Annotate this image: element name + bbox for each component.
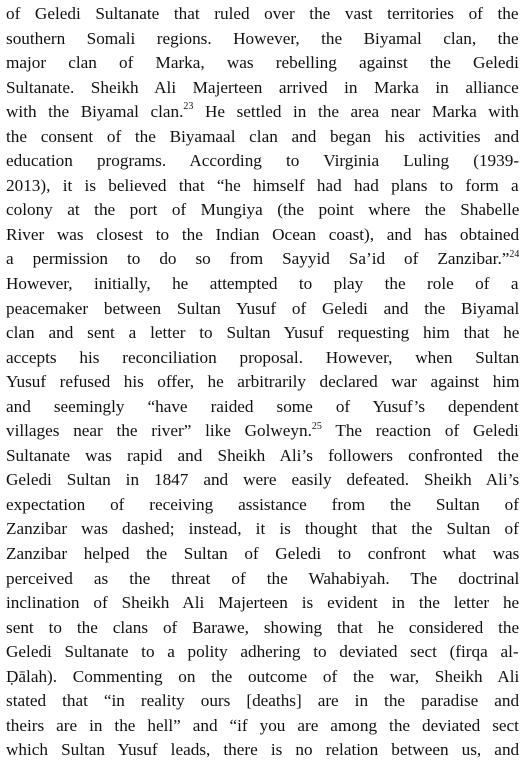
text-line [6, 247, 519, 272]
text-run: He settled in the area near Marka with [193, 102, 519, 122]
text-run: a permission to do so from Sayyid Sa’id of Zanzibar.” [6, 249, 510, 269]
text-line [6, 689, 519, 714]
text-line [6, 616, 519, 641]
text-run: education programs. According to Virginia Luling (1939- [6, 151, 519, 171]
text-line [6, 567, 519, 592]
text-run: Zanzibar helped the Sultan of Geledi to confront what was [6, 544, 519, 564]
text-line [6, 297, 519, 322]
text-line [6, 51, 519, 76]
text-line [6, 370, 519, 395]
text-line [6, 444, 519, 469]
text-run: Geledi Sultanate to a polity adhering to deviated sect (firqa al- [6, 642, 519, 662]
text-run: accepts his reconciliation proposal. However, when Sultan [6, 347, 519, 367]
text-run: However, initially, he attempted to play the role of a [6, 274, 519, 294]
text-line [6, 149, 519, 174]
text-line [6, 100, 519, 125]
text-line [6, 272, 519, 297]
text-run: expectation of receiving assistance from the Sultan of [6, 494, 519, 514]
text-line [6, 198, 519, 223]
text-line [6, 665, 519, 690]
text-run: major clan of Marka, was rebelling against the Geledi [6, 53, 519, 73]
text-run: of Geledi Sultanate that ruled over the vast territories of the [6, 4, 519, 23]
text-run: sent to the clans of Barawe, showing that he considered the [6, 617, 519, 637]
text-run: clan and sent a letter to Sultan Yusuf requesting him that he [6, 323, 519, 343]
text-run: Sultanate. Sheikh Ali Majerteen arrived in Marka in alliance [6, 77, 519, 97]
text-run: inclination of Sheikh Ali Majerteen is evident in the letter he [6, 593, 519, 613]
text-run: Yusuf refused his offer, he arbitrarily declared war against him [6, 372, 519, 392]
text-line [6, 468, 519, 493]
text-run: peacemaker between Sultan Yusuf of Geledi and the Biyamal [6, 298, 519, 318]
text-run: colony at the port of Mungiya (the point where the Shabelle [6, 200, 519, 220]
text-line [6, 321, 519, 346]
text-line [6, 174, 519, 199]
text-run: Ḍālah). Commenting on the outcome of the war, Sheikh Ali [6, 666, 519, 686]
text-run: 2013), it is believed that “he himself had had plans to form a [6, 175, 519, 195]
document-body [6, 2, 519, 763]
text-line [6, 2, 519, 27]
text-line [6, 76, 519, 101]
text-run: which Sultan Yusuf leads, there is no relation between us, and [6, 740, 519, 760]
text-line [6, 542, 519, 567]
text-run: Zanzibar was dashed; instead, it is thought that the Sultan of [6, 519, 519, 539]
text-run: the consent of the Biyamaal clan and began his activities and [6, 126, 519, 146]
text-line [6, 125, 519, 150]
text-run: with the Biyamal clan. [6, 102, 184, 122]
text-run: villages near the river” like Golweyn. [6, 421, 312, 441]
text-line [6, 419, 519, 444]
text-line [6, 27, 519, 52]
text-line [6, 395, 519, 420]
text-run: theirs are in the hell” and “if you are among the deviated sect [6, 715, 519, 735]
footnote-ref-24[interactable]: 24 [509, 248, 519, 260]
text-line [6, 517, 519, 542]
text-line [6, 493, 519, 518]
text-run: The reaction of Geledi [321, 421, 519, 441]
text-run: River was closest to the Indian Ocean coast), and has obtained [6, 224, 519, 244]
footnote-ref-25[interactable]: 25 [311, 420, 322, 432]
text-run: Sultanate was rapid and Sheikh Ali’s followers confronted the [6, 445, 519, 465]
text-run: Geledi Sultan in 1847 and were easily defeated. Sheikh Ali’s [6, 470, 519, 490]
text-run: perceived as the threat of the Wahabiyah. The doctrinal [6, 568, 519, 588]
text-run: and seemingly “have raided some of Yusuf’s dependent [6, 396, 519, 416]
text-line [6, 591, 519, 616]
text-line [6, 714, 519, 739]
text-run: southern Somali regions. However, the Biyamal clan, the [6, 28, 519, 48]
text-line [6, 738, 519, 763]
text-line [6, 640, 519, 665]
text-line [6, 346, 519, 371]
text-line [6, 223, 519, 248]
text-run: stated that “in reality ours [deaths] are in the paradise and [6, 691, 519, 711]
footnote-ref-23[interactable]: 23 [183, 101, 194, 113]
